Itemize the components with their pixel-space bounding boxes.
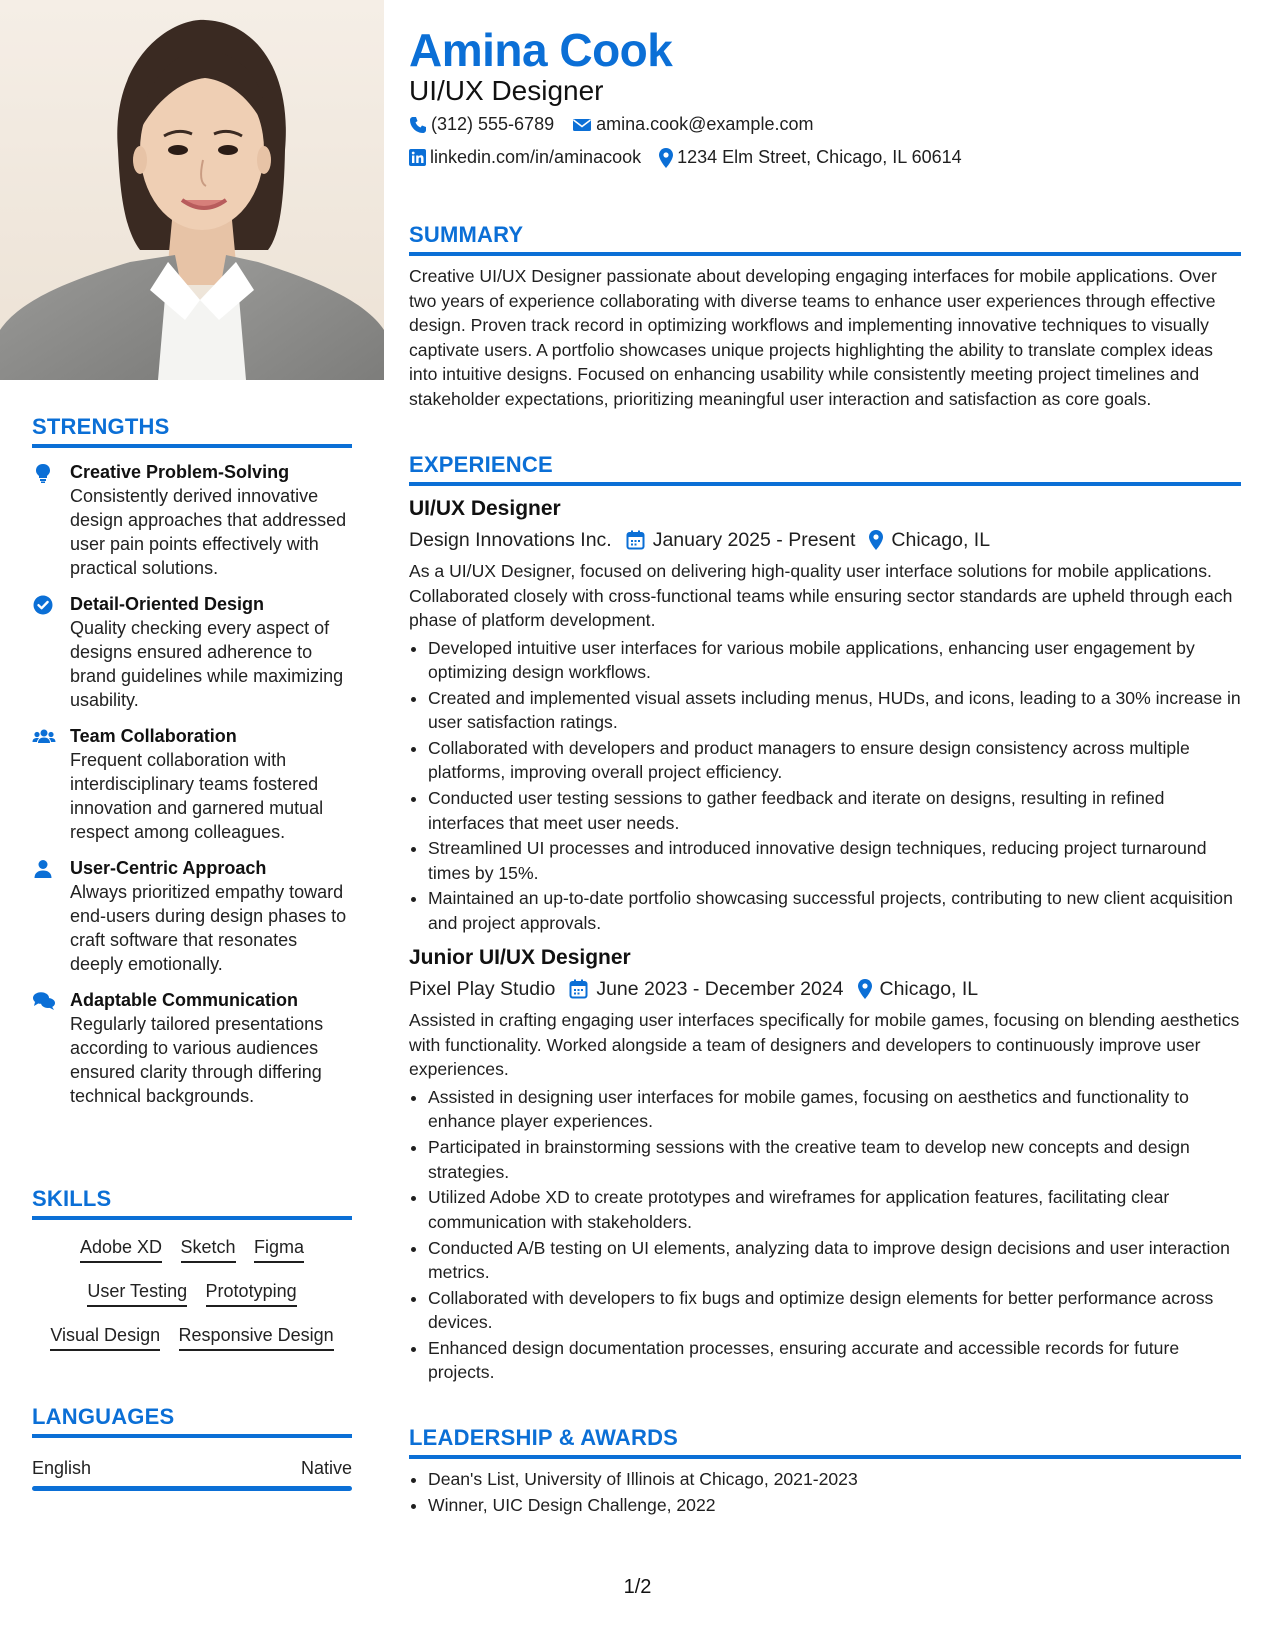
strength-desc: Regularly tailored presentations according to various audiences ensured clarity through differing technical backgrounds.	[70, 1014, 324, 1106]
bullet-item: • Assisted in designing user interfaces for mobile games, focusing on aesthetics and functionality to enhance player experiences.	[428, 1085, 1241, 1134]
skill-row	[32, 1278, 352, 1308]
bullet-item: • Maintained an up-to-date portfolio showcasing successful projects, contributing to new client acquisition and project approvals.	[428, 886, 1241, 935]
strength-title: Creative Problem-Solving	[70, 462, 290, 482]
address-text: 1234 Elm Street, Chicago, IL 60614	[677, 147, 962, 167]
map-pin-icon	[659, 148, 673, 168]
bullet-item: • Collaborated with developers to fix bugs and optimize design elements for better performance across devices.	[428, 1286, 1241, 1335]
users-icon	[32, 726, 54, 748]
job-dates-wrap	[626, 527, 856, 553]
job-meta	[409, 527, 1241, 553]
job-meta	[409, 976, 1241, 1002]
strengths-title: STRENGTHS	[32, 414, 352, 448]
language-name: English	[32, 1458, 92, 1478]
bullet-item: • Utilized Adobe XD to create prototypes and wireframes for application features, facilitating clear communication with stakeholders.	[428, 1185, 1241, 1234]
experience-title: EXPERIENCE	[409, 452, 1241, 486]
job-entry	[409, 495, 1241, 935]
strength-item	[32, 856, 352, 976]
strength-item	[32, 592, 352, 712]
job-description: As a UI/UX Designer, focused on delivering high-quality user interface solutions for mobile applications. Collaborated closely with cross-functional teams while ensuring sector standards are upheld through each phase of platform development.	[409, 561, 1233, 630]
summary-section	[409, 222, 1241, 411]
bullet-item: • Developed intuitive user interfaces for various mobile applications, enhancing user engagement by optimizing design workflows.	[428, 636, 1241, 685]
skill-row	[32, 1234, 352, 1264]
skill-tag: Prototyping	[206, 1278, 297, 1307]
job-bullets	[409, 1085, 1241, 1385]
phone-text: (312) 555-6789	[431, 114, 555, 134]
skill-tag: User Testing	[87, 1278, 187, 1307]
calendar-icon	[626, 530, 645, 550]
check-circle-icon	[32, 594, 54, 616]
bullet-item: • Enhanced design documentation processes, ensuring accurate and accessible records for future projects.	[428, 1336, 1241, 1385]
strength-item	[32, 460, 352, 580]
skill-row	[32, 1322, 352, 1352]
envelope-icon	[572, 117, 592, 133]
award-item: • Winner, UIC Design Challenge, 2022	[428, 1493, 1241, 1518]
phone-contact[interactable]	[409, 114, 554, 135]
strength-item	[32, 724, 352, 844]
job-entry	[409, 944, 1241, 1384]
job-title: Junior UI/UX Designer	[409, 946, 631, 970]
calendar-icon	[569, 979, 588, 999]
profile-photo	[0, 0, 384, 380]
skills-section	[32, 1186, 352, 1352]
strength-title: Detail-Oriented Design	[70, 594, 265, 614]
language-row	[32, 1456, 352, 1480]
bullet-item: • Conducted A/B testing on UI elements, analyzing data to improve design decisions and user interaction metrics.	[428, 1236, 1241, 1285]
linkedin-text: linkedin.com/in/aminacook	[430, 147, 642, 167]
skill-tag: Adobe XD	[80, 1234, 162, 1263]
bullet-item: • Streamlined UI processes and introduced innovative design techniques, reducing project turnaround times by 15%.	[428, 836, 1241, 885]
linkedin-icon	[409, 149, 426, 166]
experience-section	[409, 452, 1241, 1386]
bullet-item: • Collaborated with developers and product managers to ensure design consistency across multiple platforms, improving overall project efficiency.	[428, 736, 1241, 785]
candidate-role: UI/UX Designer	[409, 75, 604, 106]
user-icon	[32, 858, 54, 880]
candidate-name: Amina Cook	[409, 24, 673, 76]
strength-title: Adaptable Communication	[70, 990, 299, 1010]
job-title: UI/UX Designer	[409, 497, 561, 520]
skill-tag: Visual Design	[50, 1322, 160, 1351]
job-location: Chicago, IL	[891, 529, 991, 551]
strength-desc: Quality checking every aspect of designs ensured adherence to brand guidelines while maximizing usability.	[70, 618, 344, 710]
job-location-wrap	[858, 976, 979, 1002]
strength-title: Team Collaboration	[70, 726, 237, 746]
bullet-item: • Conducted user testing sessions to gather feedback and iterate on designs, resulting in refined interfaces that meet user needs.	[428, 786, 1241, 835]
leadership-title: LEADERSHIP & AWARDS	[409, 1425, 1241, 1459]
leadership-section	[409, 1425, 1241, 1518]
languages-section	[32, 1404, 352, 1491]
strength-desc: Always prioritized empathy toward end-users during design phases to craft software that resonates deeply emotionally.	[70, 882, 347, 974]
bullet-item: • Created and implemented visual assets including menus, HUDs, and icons, leading to a 30% increase in user satisfaction ratings.	[428, 686, 1241, 735]
skill-tag: Figma	[254, 1234, 304, 1263]
strengths-section	[32, 414, 352, 1108]
skill-tag: Responsive Design	[179, 1322, 334, 1351]
comments-icon	[32, 990, 54, 1012]
map-pin-icon	[869, 530, 883, 550]
strength-item	[32, 988, 352, 1108]
job-bullets	[409, 636, 1241, 936]
contact-row	[409, 114, 831, 135]
awards-list	[409, 1467, 1241, 1517]
portrait-illustration	[0, 0, 384, 380]
skills-title: SKILLS	[32, 1186, 352, 1220]
strength-title: User-Centric Approach	[70, 858, 267, 878]
job-description: Assisted in crafting engaging user interfaces specifically for mobile games, focusing on blending aesthetics with functionality. Worked alongside a team of designers and developers to continuously improve user experiences.	[409, 1010, 1240, 1080]
job-company: Pixel Play Studio	[409, 978, 556, 1001]
phone-icon	[409, 116, 427, 134]
summary-text: Creative UI/UX Designer passionate about developing engaging interfaces for mobile applications. Over two years of experience collaborating with diverse teams to enhance user experiences through effective design. Proven track record in optimizing workflows and implementing innovative techniques to visually captivate users. A portfolio showcases unique projects highlighting the ability to translate complex ideas into intuitive designs. Focused on enhancing usability while consistently meeting project timelines and stakeholder expectations, prioritizing meaningful user interaction and satisfaction as core goals.	[409, 266, 1217, 409]
page-number: 1/2	[623, 1576, 652, 1598]
contact-row	[409, 147, 980, 168]
job-location: Chicago, IL	[879, 978, 979, 1001]
language-proficiency-bar	[32, 1486, 352, 1491]
award-item: • Dean's List, University of Illinois at Chicago, 2021-2023	[428, 1467, 1241, 1492]
job-dates: June 2023 - December 2024	[596, 978, 844, 1001]
language-level: Native	[300, 1458, 352, 1478]
skill-tag: Sketch	[181, 1234, 236, 1263]
summary-title: SUMMARY	[409, 222, 1241, 256]
skills-list	[32, 1234, 352, 1352]
bullet-item: • Participated in brainstorming sessions with the creative team to develop new concepts and design strategies.	[428, 1135, 1241, 1184]
left-column	[0, 0, 384, 1650]
email-text: amina.cook@example.com	[596, 114, 814, 134]
address-contact	[659, 147, 962, 168]
map-pin-icon	[858, 979, 872, 999]
linkedin-contact[interactable]	[409, 147, 641, 168]
job-company: Design Innovations Inc.	[409, 529, 612, 551]
strength-desc: Consistently derived innovative design approaches that addressed user pain points effectively with practical solutions.	[70, 486, 347, 578]
email-contact[interactable]	[572, 114, 813, 135]
job-location-wrap	[869, 527, 990, 553]
lightbulb-icon	[32, 462, 54, 484]
strength-desc: Frequent collaboration with interdisciplinary teams fostered innovation and garnered mutual respect among colleagues.	[70, 750, 324, 842]
job-dates: January 2025 - Present	[652, 529, 856, 551]
languages-title: LANGUAGES	[32, 1404, 352, 1438]
job-dates-wrap	[569, 976, 843, 1002]
